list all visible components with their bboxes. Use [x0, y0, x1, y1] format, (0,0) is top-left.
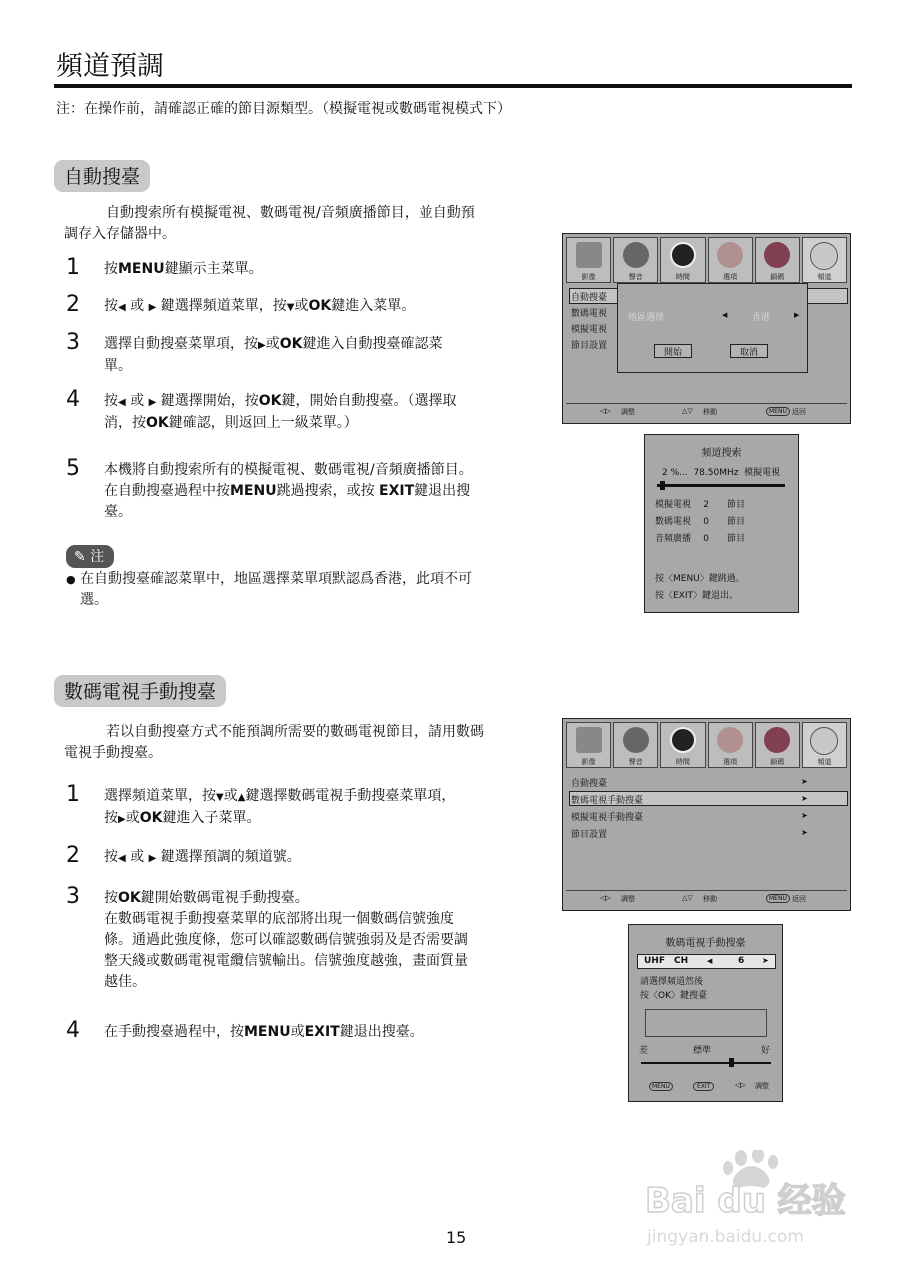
progress-marker: [660, 481, 665, 490]
count-label: 模擬電視: [655, 500, 692, 510]
menu-item-dtv-manual[interactable]: 數碼電視: [571, 309, 608, 319]
footer-move: 移動: [703, 408, 717, 416]
pencil-icon: ✎: [74, 549, 86, 565]
key-name: OK: [146, 415, 169, 431]
globe-icon: [810, 727, 838, 755]
footer-return: 返回: [792, 895, 806, 903]
step-text: 按: [104, 810, 118, 826]
step-text: 臺。: [104, 504, 132, 520]
page-number: 15: [446, 1228, 467, 1247]
signal-strength-marker: [729, 1058, 734, 1067]
step-number: 5: [66, 456, 80, 481]
tab-channel[interactable]: [802, 722, 847, 768]
step-text: 鍵選擇預調的頻道號。: [156, 849, 301, 865]
down-arrow-icon: ▼: [216, 792, 224, 803]
menu-item-program-setup[interactable]: 節目設置: [571, 341, 608, 351]
exit-key-icon: EXIT: [693, 1082, 714, 1091]
step-text: 鍵，開始自動搜臺。（選擇取: [281, 393, 457, 409]
menu-footer: [566, 403, 847, 420]
tab-picture[interactable]: [566, 722, 611, 768]
dtv-manual-search-dialog: [628, 924, 783, 1102]
tab-options[interactable]: [708, 237, 753, 283]
tools-icon: [717, 242, 743, 268]
step-text: 消，按: [104, 415, 146, 431]
intro-line: 自動搜索所有模擬電視、數碼電視/音頻廣播節目，並自動預: [106, 205, 475, 221]
signal-strength-bar: [641, 1062, 771, 1064]
step-text: 或: [294, 298, 309, 314]
tab-label: 頻道: [817, 273, 832, 281]
section2-intro: [64, 722, 544, 764]
signal-standard-label: 標準: [693, 1046, 712, 1056]
step-text: 整天綫或數碼電視電纜信號輸出。信號強度越強，畫面質量: [104, 953, 468, 969]
step-text: 或: [290, 1024, 305, 1040]
step-text: 本機將自動搜索所有的模擬電視、數碼電視/音頻廣播節目。: [104, 462, 473, 478]
cancel-button[interactable]: 取消: [730, 344, 768, 358]
tab-label: 影像: [581, 273, 596, 281]
step-text: 鍵選擇數碼電視手動搜臺菜單項，: [245, 788, 456, 804]
channel-search-dialog: [644, 434, 799, 613]
tab-label: 頻道: [817, 758, 832, 766]
intro-line: 調存入存儲器中。: [64, 226, 176, 242]
tab-sound[interactable]: [613, 237, 658, 283]
right-arrow-icon[interactable]: ▶: [794, 311, 800, 319]
left-arrow-icon: ◀: [118, 397, 126, 408]
right-arrow-icon: ▶: [148, 397, 157, 408]
step-text: 鍵進入自動搜臺確認菜: [302, 336, 443, 352]
lock-icon: [764, 242, 790, 268]
prompt-line: 請選擇頻道然後: [640, 977, 704, 987]
tab-label: 鎖碼: [770, 273, 785, 281]
lr-keys-icon: ◁▷: [735, 1081, 746, 1089]
clock-icon: [670, 242, 696, 268]
key-name: MENU: [118, 261, 165, 277]
key-name: OK: [139, 810, 163, 826]
menu-item-dtv-manual[interactable]: 數碼電視手動搜臺: [571, 796, 644, 806]
step-text: 單。: [104, 358, 132, 374]
step-text: 鍵確認，則返回上一級菜單。）: [168, 415, 358, 431]
step-text: 按: [104, 261, 118, 277]
tv-channel-menu-2: [562, 718, 851, 911]
left-arrow-icon[interactable]: ◀: [722, 311, 728, 319]
key-name: OK: [279, 336, 303, 352]
key-name: EXIT: [304, 1024, 340, 1040]
tools-icon: [717, 727, 743, 753]
lr-keys-icon: ◁▷: [600, 894, 611, 902]
step-text: 鍵開始數碼電視手動搜臺。: [140, 890, 309, 906]
tab-label: 選項: [723, 758, 738, 766]
tab-time[interactable]: [660, 722, 705, 768]
step-text: 在自動搜臺過程中按: [104, 483, 230, 499]
key-name: OK: [258, 393, 282, 409]
key-name: MENU: [230, 483, 277, 499]
search-hints: [655, 571, 745, 605]
top-note: 注：在操作前，請確認正確的節目源類型。（模擬電視或數碼電視模式下）: [56, 101, 511, 117]
watermark-url: jingyan.baidu.com: [647, 1227, 804, 1247]
menu-item-atv-manual[interactable]: 模擬電視: [571, 325, 608, 335]
region-value: 香港: [752, 313, 771, 323]
tab-label: 時間: [675, 273, 690, 281]
note-text: [66, 569, 536, 611]
menu-item-program-setup[interactable]: 節目設置: [571, 830, 608, 840]
camera-icon: [576, 242, 602, 268]
progress-text: 2 %... 78.50MHz 模擬電視: [662, 468, 781, 478]
step-text: 鍵進入子菜單。: [162, 810, 261, 826]
footer-adjust: 調整: [755, 1082, 769, 1090]
step-text: 按: [104, 890, 118, 906]
left-arrow-icon: ◀: [118, 302, 126, 313]
headphones-icon: [623, 727, 649, 753]
key-name: OK: [118, 890, 141, 906]
key-name: MENU: [244, 1024, 291, 1040]
footer-adjust: 調整: [621, 895, 635, 903]
step-text: 鍵選擇頻道菜單，按: [156, 298, 287, 314]
step-number: 4: [66, 1018, 80, 1043]
bullet-icon: ●: [66, 573, 76, 586]
step-number: 2: [66, 292, 80, 317]
signal-weak-label: 差: [639, 1046, 649, 1056]
channel-selector[interactable]: [637, 954, 776, 969]
step-text: 或: [125, 298, 149, 314]
menu-key-icon: MENU: [766, 894, 790, 903]
key-name: OK: [308, 298, 332, 314]
step-text: 鍵退出搜: [414, 483, 471, 499]
tab-label: 選項: [723, 273, 738, 281]
step-text: 按: [104, 849, 118, 865]
tab-picture[interactable]: [566, 237, 611, 283]
manual-prompt: [640, 975, 707, 1003]
step-text: 鍵退出搜臺。: [339, 1024, 424, 1040]
step-text: 在數碼電視手動搜臺菜單的底部將出現一個數碼信號強度: [104, 911, 454, 927]
step-text: 跳過搜索，或按: [276, 483, 380, 499]
hint-exit: 按〈EXIT〉鍵退出。: [655, 591, 739, 601]
lr-keys-icon: ◁▷: [600, 407, 611, 415]
step-text: 或: [265, 336, 280, 352]
step-text: 鍵選擇開始，按: [156, 393, 259, 409]
note-label: 注: [90, 549, 105, 565]
menu-key-icon: MENU: [649, 1082, 673, 1091]
menu-item-atv-manual[interactable]: 模擬電視手動搜臺: [571, 813, 644, 823]
headphones-icon: [623, 242, 649, 268]
step-number: 4: [66, 387, 80, 412]
intro-line: 電視手動搜臺。: [64, 745, 162, 761]
tab-label: 時間: [675, 758, 690, 766]
menu-item-auto-search[interactable]: 自動搜臺: [571, 779, 608, 789]
tab-label: 鎖碼: [770, 758, 785, 766]
tab-label: 聲音: [628, 273, 643, 281]
baidu-jingyan-watermark: [643, 1150, 853, 1250]
down-arrow-icon: ▼: [286, 302, 295, 313]
signal-good-label: 好: [761, 1046, 771, 1056]
tab-channel[interactable]: [802, 237, 847, 283]
menu-tab-bar: [566, 722, 847, 768]
note-badge: [66, 545, 114, 568]
step-number: 3: [66, 884, 80, 909]
auto-search-confirm-dialog: [617, 283, 808, 373]
step-text: 按: [104, 393, 118, 409]
tab-label: 影像: [581, 758, 596, 766]
signal-info-box: [645, 1009, 767, 1037]
ud-keys-icon: △▽: [682, 894, 693, 902]
section1-intro: [64, 203, 544, 245]
menu-key-icon: MENU: [766, 407, 790, 416]
ud-keys-icon: △▽: [682, 407, 693, 415]
count-label: 數碼電視: [655, 517, 692, 527]
dialog-title: 頻道搜索: [701, 448, 742, 459]
count-unit: 節目: [727, 517, 746, 527]
step-text: 鍵進入菜單。: [331, 298, 416, 314]
right-arrow-icon: ▶: [258, 340, 266, 351]
channel-number: 6: [738, 956, 745, 966]
step-text: 在手動搜臺過程中，按: [104, 1024, 244, 1040]
region-label: 地區選擇: [628, 313, 665, 323]
up-arrow-icon: ▲: [237, 792, 246, 803]
lock-icon: [764, 727, 790, 753]
right-arrow-icon: ▶: [148, 853, 157, 864]
footer-adjust: 調整: [621, 408, 635, 416]
section-heading-auto-search: 自動搜臺: [54, 160, 150, 192]
submenu-arrow-icon: ➤: [801, 828, 808, 837]
note-line: 選。: [80, 592, 108, 608]
count-value: 0: [703, 517, 710, 527]
tab-time[interactable]: [660, 237, 705, 283]
step-text: 選擇頻道菜單，按: [104, 788, 216, 804]
step-number: 2: [66, 843, 80, 868]
ch-label: CH: [674, 956, 689, 966]
tv-channel-menu-1: [562, 233, 851, 424]
title-rule: [54, 84, 852, 88]
count-value: 2: [703, 500, 710, 510]
note-line: 在自動搜臺確認菜單中，地區選擇菜單項默認爲香港，此項不可: [80, 571, 473, 587]
step-text: 或: [125, 810, 140, 826]
page-title: 頻道預調: [56, 51, 164, 82]
count-unit: 節目: [727, 534, 746, 544]
tab-label: 聲音: [628, 758, 643, 766]
step-text: 鍵顯示主菜單。: [164, 261, 263, 277]
step-number: 1: [66, 255, 80, 280]
right-arrow-icon: ▶: [118, 814, 126, 825]
band-label: UHF: [644, 956, 665, 966]
intro-line: 若以自動搜臺方式不能預調所需要的數碼電視節目，請用數碼: [106, 724, 484, 740]
left-arrow-icon: ◀: [118, 853, 126, 864]
menu-footer: [566, 890, 847, 907]
step-number: 1: [66, 782, 80, 807]
step-text: 條。通過此強度條，您可以確認數碼信號強弱及是否需要調: [104, 932, 468, 948]
search-counts: [655, 497, 745, 548]
step-text: 或: [125, 393, 149, 409]
watermark-brand: Bai du 经验: [645, 1181, 846, 1221]
step-text: 越佳。: [104, 974, 146, 990]
submenu-arrow-icon: ➤: [801, 794, 808, 803]
progress-bar: [657, 484, 785, 487]
submenu-arrow-icon: ➤: [801, 811, 808, 820]
tab-lock[interactable]: [755, 722, 800, 768]
clock-icon: [670, 727, 696, 753]
count-unit: 節目: [727, 500, 746, 510]
footer-move: 移動: [703, 895, 717, 903]
menu-tab-bar: [566, 237, 847, 283]
step-number: 3: [66, 330, 80, 355]
left-arrow-icon[interactable]: ◀: [707, 957, 713, 965]
tab-lock[interactable]: [755, 237, 800, 283]
tab-sound[interactable]: [613, 722, 658, 768]
camera-icon: [576, 727, 602, 753]
dialog-title: 數碼電視手動搜臺: [665, 938, 746, 949]
step-text: 按: [104, 298, 118, 314]
submenu-arrow-icon: ➤: [801, 777, 808, 786]
globe-icon: [810, 242, 838, 270]
section-heading-dtv-manual: 數碼電視手動搜臺: [54, 675, 226, 707]
step-text: 選擇自動搜臺菜單項，按: [104, 336, 258, 352]
start-button[interactable]: 開始: [654, 344, 692, 358]
footer-return: 返回: [792, 408, 806, 416]
count-value: 0: [703, 534, 710, 544]
right-arrow-icon: ▶: [148, 302, 157, 313]
right-arrow-icon[interactable]: ➤: [762, 956, 769, 965]
tab-options[interactable]: [708, 722, 753, 768]
hint-skip: 按〈MENU〉鍵跳過。: [655, 574, 745, 584]
step-text: 或: [125, 849, 149, 865]
step-text: 或: [223, 788, 238, 804]
menu-item-auto-search[interactable]: 自動搜臺: [571, 293, 608, 303]
count-label: 音頻廣播: [655, 534, 692, 544]
prompt-line: 按〈OK〉鍵搜臺: [640, 991, 707, 1001]
key-name: EXIT: [379, 483, 415, 499]
